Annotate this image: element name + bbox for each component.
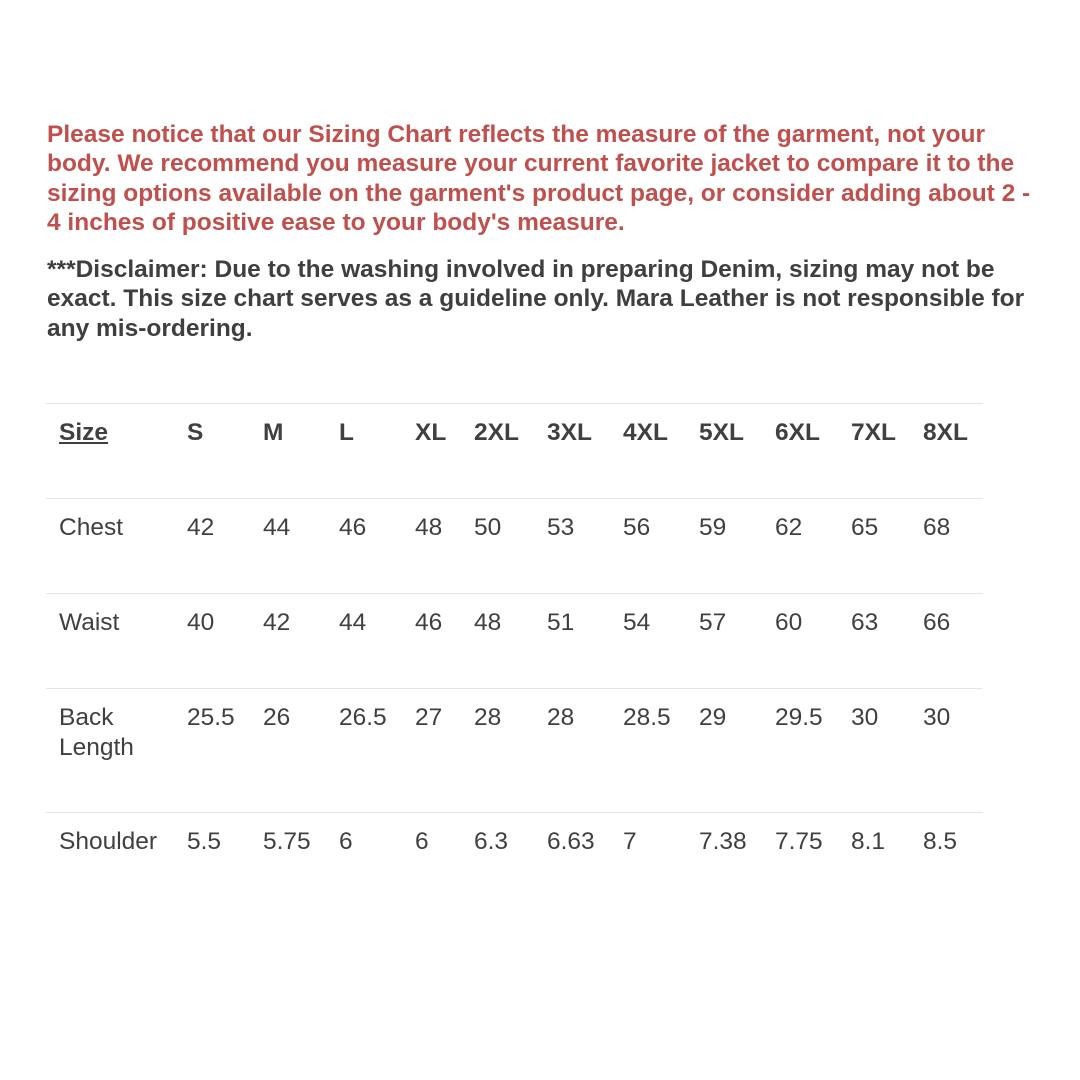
table-cell: 7.38 (699, 813, 775, 888)
size-column-header: XL (415, 404, 474, 499)
table-cell: 60 (775, 594, 851, 689)
table-row (46, 594, 983, 689)
table-cell: 42 (187, 499, 263, 594)
table-cell: 25.5 (187, 689, 263, 813)
table-cell: 66 (923, 594, 983, 689)
size-column-header: 3XL (547, 404, 623, 499)
table-cell: 62 (775, 499, 851, 594)
table-cell: 42 (263, 594, 339, 689)
table-cell: 29.5 (775, 689, 851, 813)
table-cell: 29 (699, 689, 775, 813)
table-cell: 51 (547, 594, 623, 689)
size-column-header: L (339, 404, 415, 499)
table-cell: 48 (415, 499, 474, 594)
size-column-header: 5XL (699, 404, 775, 499)
size-column-header: 4XL (623, 404, 699, 499)
table-cell: 6.63 (547, 813, 623, 888)
table-cell: 54 (623, 594, 699, 689)
size-header-text: Size (59, 419, 109, 446)
row-label: Back Length (46, 689, 187, 813)
table-cell: 7.75 (775, 813, 851, 888)
size-chart-table (46, 403, 983, 887)
table-row (46, 813, 983, 888)
table-header-row (46, 404, 983, 499)
table-cell: 30 (923, 689, 983, 813)
table-cell: 50 (474, 499, 547, 594)
sizing-notice: Please notice that our Sizing Chart reflects the measure of the garment, not your body. We recommend you measure your current favorite jacket to compare it to the sizing options available on the garment's product page, or consider adding about 2 - 4 inches of positive ease to your body's measure. (47, 121, 1031, 236)
table-cell: 48 (474, 594, 547, 689)
table-cell: 27 (415, 689, 474, 813)
size-header-label (46, 404, 187, 499)
table-cell: 7 (623, 813, 699, 888)
table-cell: 8.1 (851, 813, 923, 888)
table-cell: 26 (263, 689, 339, 813)
row-label: Waist (46, 594, 187, 689)
size-column-header: S (187, 404, 263, 499)
row-label: Chest (46, 499, 187, 594)
table-cell: 44 (263, 499, 339, 594)
table-cell: 5.5 (187, 813, 263, 888)
table-row (46, 689, 983, 813)
table-cell: 8.5 (923, 813, 983, 888)
table-cell: 6 (415, 813, 474, 888)
table-cell: 28.5 (623, 689, 699, 813)
table-cell: 46 (339, 499, 415, 594)
table-cell: 5.75 (263, 813, 339, 888)
table-cell: 40 (187, 594, 263, 689)
disclaimer-text: ***Disclaimer: Due to the washing involved in preparing Denim, sizing may not be exact. This size chart serves as a guideline only. Mara Leather is not responsible for any mis-ordering. (47, 256, 1025, 342)
size-column-header: M (263, 404, 339, 499)
table-cell: 6.3 (474, 813, 547, 888)
size-column-header: 7XL (851, 404, 923, 499)
table-cell: 26.5 (339, 689, 415, 813)
table-cell: 57 (699, 594, 775, 689)
table-cell: 44 (339, 594, 415, 689)
size-column-header: 2XL (474, 404, 547, 499)
table-cell: 6 (339, 813, 415, 888)
table-cell: 59 (699, 499, 775, 594)
table-cell: 28 (547, 689, 623, 813)
table-cell: 68 (923, 499, 983, 594)
table-row (46, 499, 983, 594)
table-cell: 56 (623, 499, 699, 594)
table-cell: 63 (851, 594, 923, 689)
table-cell: 28 (474, 689, 547, 813)
size-column-header: 8XL (923, 404, 983, 499)
table-cell: 65 (851, 499, 923, 594)
row-label: Shoulder (46, 813, 187, 888)
table-cell: 53 (547, 499, 623, 594)
table-cell: 30 (851, 689, 923, 813)
size-column-header: 6XL (775, 404, 851, 499)
table-cell: 46 (415, 594, 474, 689)
